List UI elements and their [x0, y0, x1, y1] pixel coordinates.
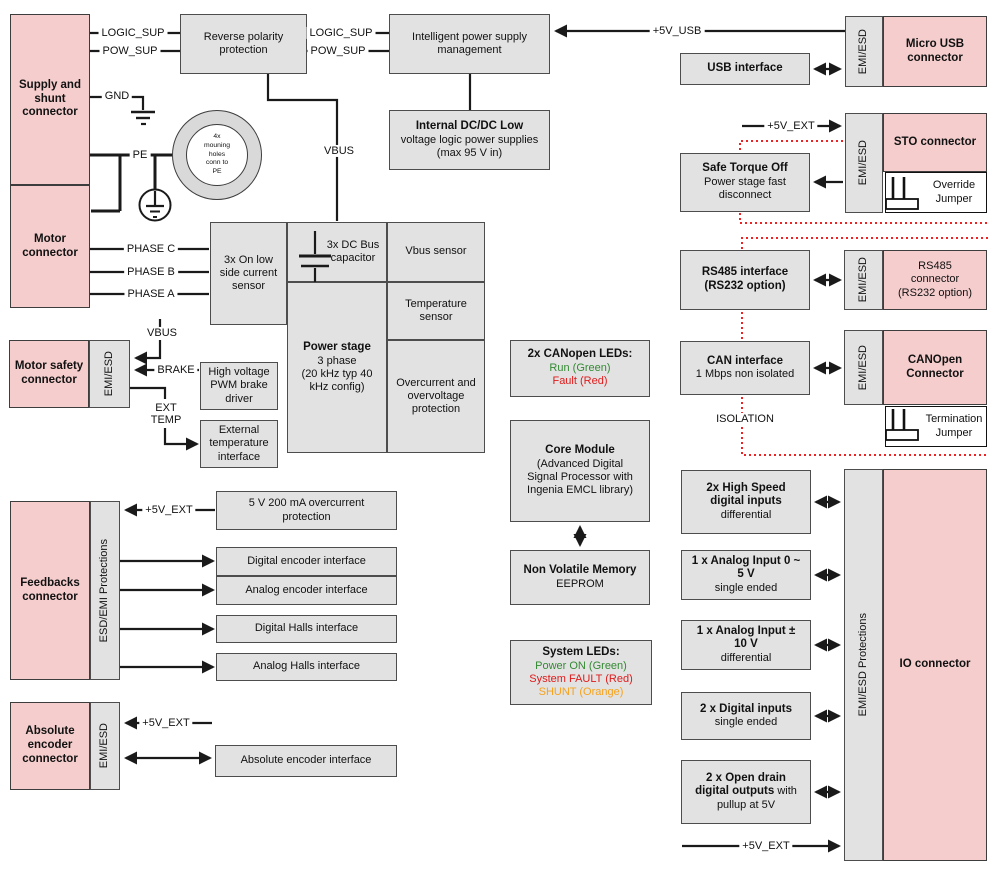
reverse-polarity-protection: Reverse polarity protection	[180, 14, 307, 74]
canopen-connector: CANOpen Connector	[883, 330, 987, 405]
internal-dcdc: Internal DC/DC Low voltage logic power supplies (max 95 V in)	[389, 110, 550, 170]
sto-connector: STO connector	[883, 113, 987, 172]
high-speed-digital-inputs: 2x High Speed digital inputs differential	[681, 470, 811, 534]
digital-inputs: 2 x Digital inputs single ended	[681, 692, 811, 740]
non-volatile-memory: Non Volatile Memory EEPROM	[510, 550, 650, 605]
motor-safety-emi-esd-strip: EMI/ESD	[89, 340, 130, 408]
mounting-holes-label: 4x mouning holes conn to PE	[186, 124, 248, 186]
supply-shunt-connector: Supply and shunt connector	[10, 14, 90, 185]
motor-safety-connector: Motor safety connector	[9, 340, 89, 408]
io-emi-esd-strip: EMI/ESD Protections	[844, 469, 883, 861]
wire-ext-temp-a	[130, 388, 165, 399]
digital-halls-interface: Digital Halls interface	[216, 615, 397, 643]
wire-vbus-safety	[136, 340, 160, 358]
analog-input-10v: 1 x Analog Input ± 10 V differential	[681, 620, 811, 670]
core-module: Core Module (Advanced Digital Signal Processor with Ingenia EMCL library)	[510, 420, 650, 522]
can-interface: CAN interface 1 Mbps non isolated	[680, 341, 810, 395]
mounting-holes-ring	[172, 110, 262, 200]
low-side-current-sensor: 3x On low side current sensor	[210, 222, 287, 325]
overcurrent-overvoltage: Overcurrent and overvoltage protection	[387, 340, 485, 453]
label-phase-c: PHASE C	[124, 243, 178, 255]
label-logic-sup-1: LOGIC_SUP	[99, 27, 168, 39]
label-vbus-safety: VBUS	[144, 327, 180, 339]
open-drain-outputs: 2 x Open drain digital outputs with pullup at 5V	[681, 760, 811, 824]
absolute-encoder-connector: Absolute encoder connector	[10, 702, 90, 790]
system-leds: System LEDs: Power ON (Green) System FAULT (Red) SHUNT (Orange)	[510, 640, 652, 705]
feedbacks-connector: Feedbacks connector	[10, 501, 90, 680]
overcurrent-5v-protection: 5 V 200 mA overcurrent protection	[216, 491, 397, 530]
usb-interface: USB interface	[680, 53, 810, 85]
label-pow-sup-1: POW_SUP	[99, 45, 160, 57]
rs485-connector: RS485 connector (RS232 option)	[883, 250, 987, 310]
label-pe: PE	[130, 149, 151, 161]
termination-jumper: Termination Jumper	[885, 406, 987, 447]
label-pow-sup-2: POW_SUP	[307, 45, 368, 57]
external-temperature-interface: External temperature interface	[200, 420, 278, 468]
label-gnd: GND	[102, 90, 132, 102]
power-stage: Power stage 3 phase (20 kHz typ 40 kHz config)	[287, 282, 387, 453]
label-vbus-main: VBUS	[321, 145, 357, 157]
wire-ext-temp-b	[165, 428, 197, 444]
label-phase-a: PHASE A	[124, 288, 177, 300]
label-5v-usb: +5V_USB	[650, 25, 705, 37]
analog-halls-interface: Analog Halls interface	[216, 653, 397, 681]
usb-emi-esd-strip: EMI/ESD	[845, 16, 883, 87]
label-logic-sup-2: LOGIC_SUP	[307, 27, 376, 39]
can-emi-esd-strip: EMI/ESD	[844, 330, 883, 405]
analog-encoder-interface: Analog encoder interface	[216, 576, 397, 605]
earth-icon	[140, 190, 171, 221]
safe-torque-off: Safe Torque Off Power stage fast disconnect	[680, 153, 810, 212]
motor-connector: Motor connector	[10, 185, 90, 308]
label-isolation: ISOLATION	[713, 413, 777, 425]
absolute-encoder-interface: Absolute encoder interface	[215, 745, 397, 777]
vbus-sensor: Vbus sensor	[387, 222, 485, 282]
micro-usb-connector: Micro USB connector	[883, 16, 987, 87]
sto-emi-esd-strip: EMI/ESD	[845, 113, 883, 213]
label-io-5v-ext: +5V_EXT	[739, 840, 792, 852]
override-jumper: Override Jumper	[885, 172, 987, 213]
io-connector: IO connector	[883, 469, 987, 861]
label-abs-5v-ext: +5V_EXT	[139, 717, 192, 729]
canopen-leds: 2x CANopen LEDs: Run (Green) Fault (Red)	[510, 340, 650, 397]
rs485-emi-esd-strip: EMI/ESD	[844, 250, 883, 310]
digital-encoder-interface: Digital encoder interface	[216, 547, 397, 576]
abs-encoder-emi-esd-strip: EMI/ESD	[90, 702, 120, 790]
rs485-interface: RS485 interface (RS232 option)	[680, 250, 810, 310]
pe-wiring	[90, 155, 172, 211]
intelligent-power-supply: Intelligent power supply management	[389, 14, 550, 74]
label-brake: BRAKE	[154, 364, 197, 376]
gnd-icon	[131, 112, 155, 124]
temperature-sensor: Temperature sensor	[387, 282, 485, 340]
dc-bus-capacitor: 3x DC Bus capacitor	[287, 222, 387, 282]
analog-input-0-5v: 1 x Analog Input 0 ~ 5 V single ended	[681, 550, 811, 600]
hv-pwm-brake-driver: High voltage PWM brake driver	[200, 362, 278, 410]
label-ext-temp: EXT TEMP	[148, 402, 185, 426]
feedbacks-esd-emi-strip: ESD/EMI Protections	[90, 501, 120, 680]
label-fb-5v-ext: +5V_EXT	[142, 504, 195, 516]
label-phase-b: PHASE B	[124, 266, 178, 278]
label-sto-5v-ext: +5V_EXT	[764, 120, 817, 132]
